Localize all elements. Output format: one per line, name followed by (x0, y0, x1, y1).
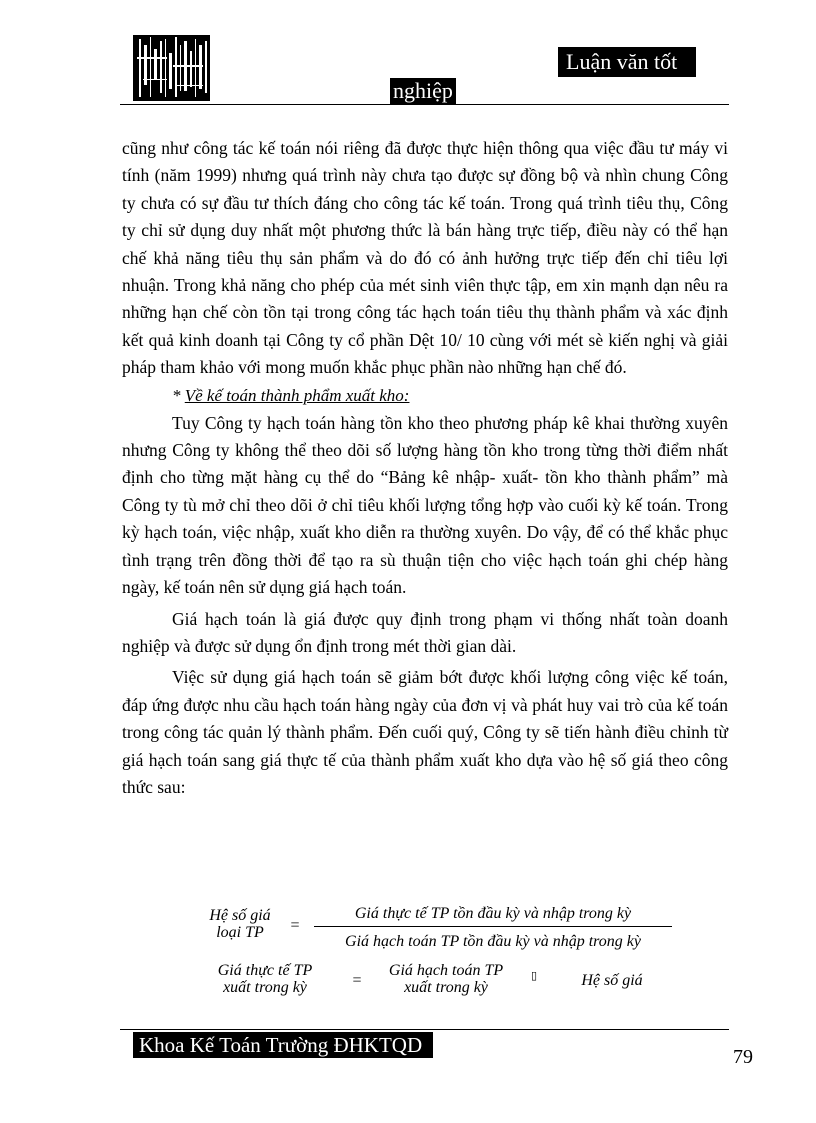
formula1-denominator: Giá hạch toán TP tồn đầu kỳ và nhập trong kỳ (345, 933, 641, 950)
paragraph-1: cũng như công tác kế toán nói riêng đã được thực hiện thông qua việc đầu tư máy vi tính (năm 1999) nhưng quá trình này chưa tạo được sự đồng bộ và nhìn chung Công ty chưa có sự đầu tư thích đáng cho công tác kế toán. Trong quá trình tiêu thụ, Công ty chỉ sử dụng duy nhất một phương thức là bán hàng trực tiếp, điều này có thể hạn chế khả năng tiêu thụ sản phẩm và do đó có ảnh hưởng trực tiếp đến chỉ tiêu lợi nhuận. Trong khả năng cho phép của mét sinh viên thực tập, em xin mạnh dạn nêu ra những hạn chế còn tồn tại trong công tác hạch toán tiêu thụ thành phẩm và xác định kết quả kinh doanh tại Công ty cổ phần Dệt 10/ 10 cùng với mét sè kiến nghị và giải pháp tham khảo với mong muốn khắc phục phần nào những hạn chế đó. (122, 138, 728, 378)
formula1-lhs-line1: Hệ số giá (209, 907, 271, 924)
formula2-lhs-line2: xuất trong kỳ (223, 979, 307, 996)
subheading-text: Về kế toán thành phẩm xuất kho: (184, 385, 410, 405)
subheading (122, 382, 728, 410)
subheading-marker: * (172, 385, 181, 405)
body-text (122, 135, 728, 801)
header-title-continued: nghiệp (390, 78, 456, 104)
footer-title: Khoa Kế Toán Trường ĐHKTQD (133, 1032, 433, 1058)
formula1-numerator: Giá thực tế TP tồn đầu kỳ và nhập trong kỳ (354, 905, 632, 922)
formula1-lhs-line2: loại TP (216, 924, 264, 941)
formula2-lhs (198, 962, 332, 996)
page-number: 79 (733, 1046, 753, 1068)
formula2-operator: ▯ (530, 970, 538, 982)
formula1-fraction-line (314, 926, 672, 927)
formula1-equals: = (290, 917, 300, 934)
formula2-lhs-line1: Giá thực tế TP (217, 962, 313, 979)
paragraph-2: Tuy Công ty hạch toán hàng tồn kho theo phương pháp kê khai thường xuyên nhưng Công ty không thể theo dõi số lượng hàng tồn kho trong từng thời điểm nhất định cho từng mặt hàng cụ thể do “Bảng kê nhập- xuất- tồn kho thành phẩm” mà Công ty tù mở chỉ theo dõi ở chỉ tiêu khối lượng tổng hợp vào cuối kỳ kế toán. Trong kỳ hạch toán, việc nhập, xuất kho diễn ra thường xuyên. Do vậy, để có thể khắc phục tình trạng trên đồng thời để tạo ra sù thuận tiện cho việc hạch toán ghi chép hàng ngày, kế toán nên sử dụng giá hạch toán. (122, 412, 728, 598)
formula2-middle (368, 962, 524, 996)
formula2-equals: = (352, 972, 362, 989)
paragraph-3: Giá hạch toán là giá được quy định trong phạm vi thống nhất toàn doanh nghiệp và được sử dụng ổn định trong mét thời gian dài. (122, 608, 728, 656)
paragraph-4: Việc sử dụng giá hạch toán sẽ giảm bớt được khối lượng công việc kế toán, đáp ứng được nhu cầu hạch toán hàng ngày của đơn vị và phát huy vai trò của kế toán trong công tác quản lý thành phẩm. Đến cuối quý, Công ty sẽ tiến hành điều chỉnh từ giá hạch toán sang giá thực tế của thành phẩm xuất kho dựa vào hệ số giá theo công thức sau: (122, 667, 728, 797)
formula2-middle-line1: Giá hạch toán TP (388, 962, 504, 979)
formula2-middle-line2: xuất trong kỳ (404, 979, 488, 996)
header-rule (120, 104, 729, 105)
header-title: Luận văn tốt (558, 47, 696, 77)
logo (133, 35, 210, 101)
footer-rule (120, 1029, 729, 1030)
formula1-lhs (195, 907, 285, 941)
formula2-rhs: Hệ số giá (581, 972, 643, 989)
